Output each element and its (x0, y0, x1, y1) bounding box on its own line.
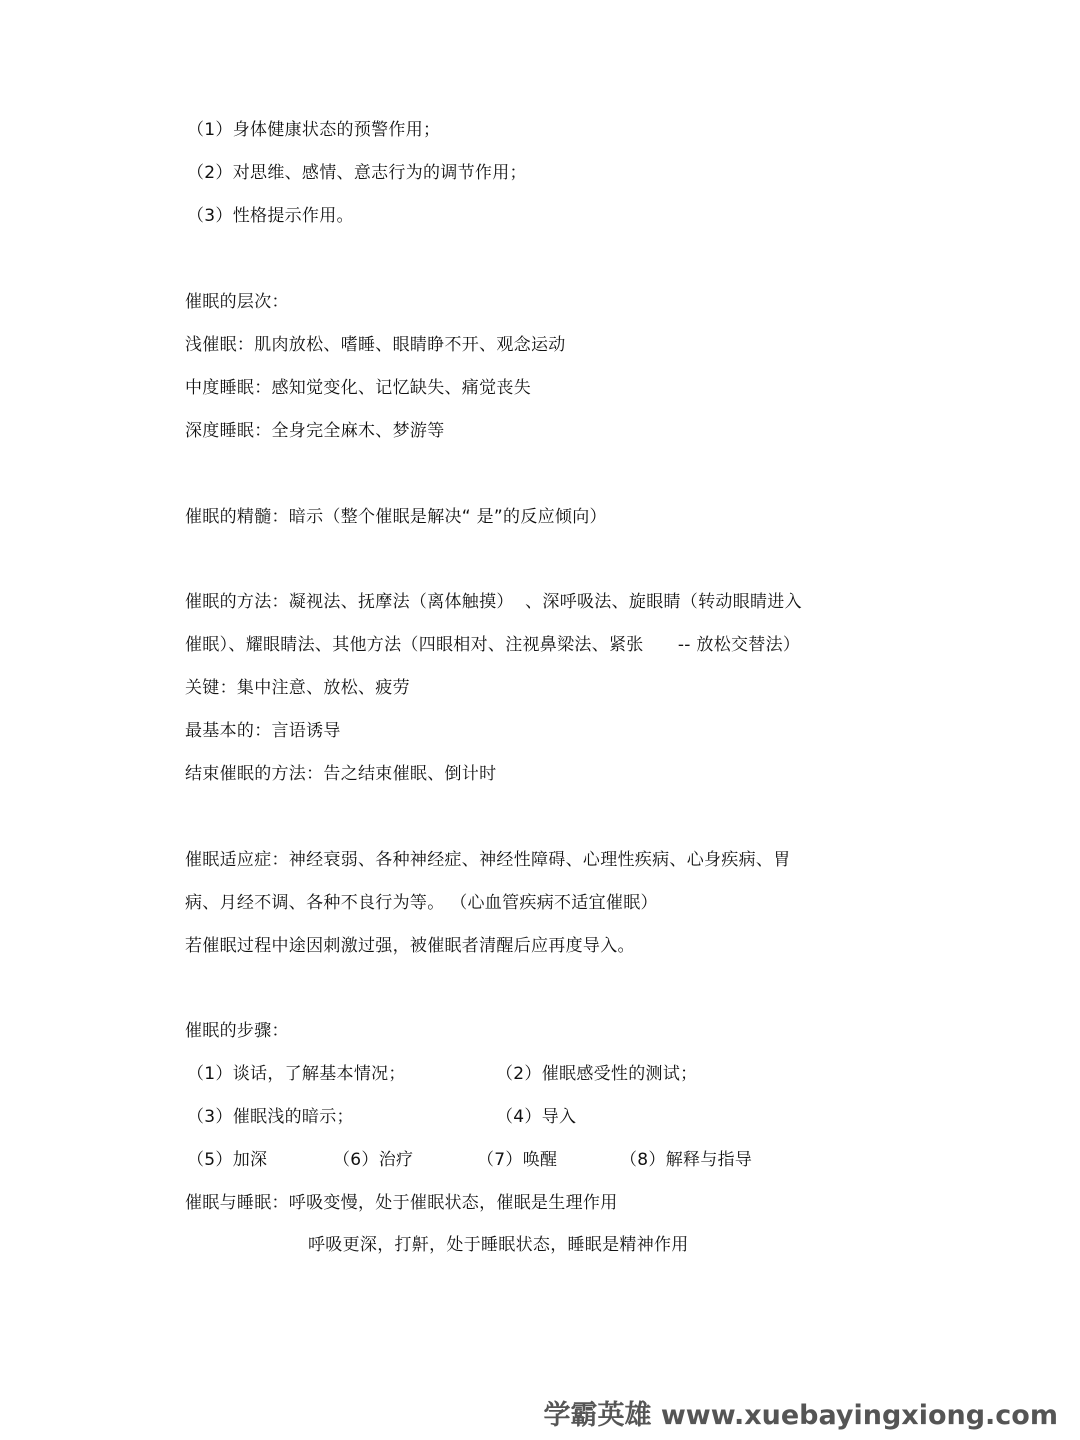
step-item: （3）催眠浅的暗示； (187, 1107, 354, 1127)
text-line: 若催眠过程中途因刺激过强，被催眠者清醒后应再度导入。 (185, 936, 635, 956)
section-heading: 催眠的层次： (185, 292, 289, 312)
step-item: （5）加深 (187, 1150, 268, 1170)
text-line: 深度睡眠：全身完全麻木、梦游等 (185, 421, 445, 441)
text-line: 催眠的精髓：暗示（整个催眠是解决“ 是”的反应倾向） (185, 507, 607, 527)
text-line: 浅催眠：肌肉放松、嗜睡、眼睛睁不开、观念运动 (185, 335, 566, 355)
section-heading: 催眠的步骤： (185, 1021, 289, 1041)
step-item: （8）解释与指导 (620, 1150, 753, 1170)
step-item: （4）导入 (496, 1107, 577, 1127)
text-line: （3）性格提示作用。 (187, 206, 354, 226)
watermark: 学霸英雄 www.xuebayingxiong.com (543, 1400, 1058, 1431)
text-line: 结束催眠的方法：告之结束催眠、倒计时 (185, 764, 497, 784)
text-line: （2）对思维、感情、意志行为的调节作用； (187, 163, 527, 183)
step-item: （2）催眠感受性的测试； (496, 1064, 698, 1084)
step-item: （7）唤醒 (477, 1150, 558, 1170)
text-line: （1）身体健康状态的预警作用； (187, 120, 441, 140)
text-line: 最基本的：言语诱导 (185, 721, 341, 741)
step-item: （1）谈话，了解基本情况； (187, 1064, 406, 1084)
text-line: 呼吸更深，打鼾，处于睡眠状态，睡眠是精神作用 (308, 1235, 689, 1255)
text-line: 催眠适应症：神经衰弱、各种神经症、神经性障碍、心理性疾病、心身疾病、胃 (185, 850, 791, 870)
text-line: 催眠）、耀眼睛法、其他方法（四眼相对、注视鼻梁法、紧张 -- 放松交替法） (185, 635, 801, 655)
text-line: 催眠与睡眠：呼吸变慢，处于催眠状态，催眠是生理作用 (185, 1193, 618, 1213)
text-line: 病、月经不调、各种不良行为等。 （心血管疾病不适宜催眠） (185, 893, 658, 913)
text-line: 中度睡眠：感知觉变化、记忆缺失、痛觉丧失 (185, 378, 531, 398)
text-line: 催眠的方法：凝视法、抚摩法（离体触摸） 、深呼吸法、旋眼睛（转动眼睛进入 (185, 592, 802, 612)
text-line: 关键：集中注意、放松、疲劳 (185, 678, 410, 698)
step-item: （6）治疗 (333, 1150, 414, 1170)
